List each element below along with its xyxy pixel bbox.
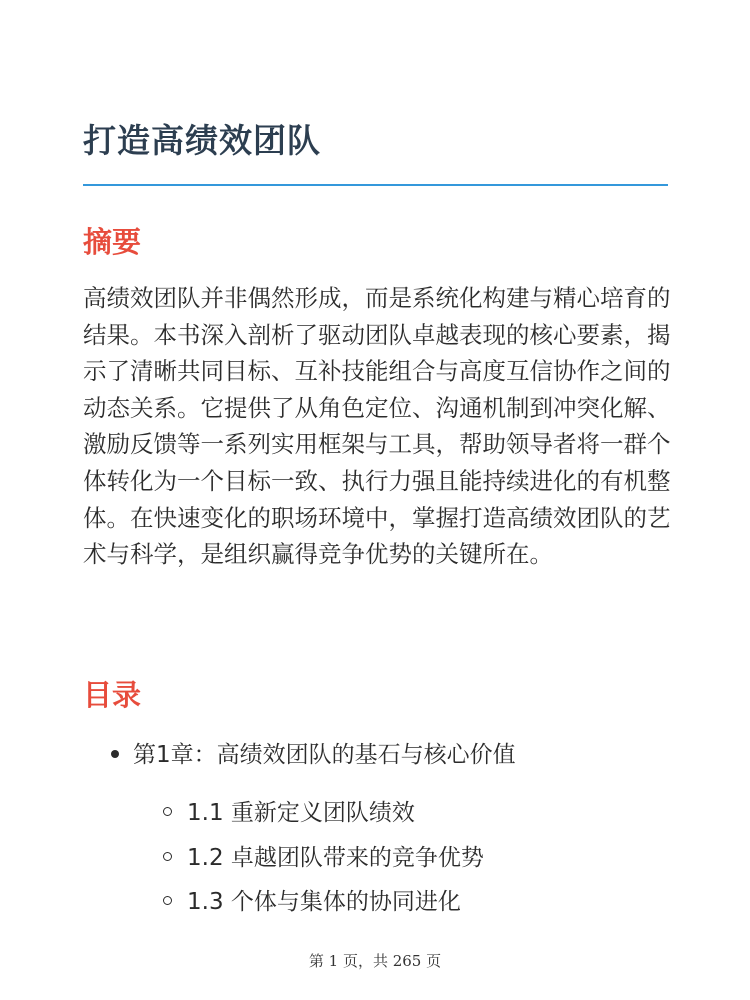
page-footer: 第 1 页，共 265 页 [308, 952, 442, 970]
toc-chapter-item[interactable] [111, 737, 516, 773]
toc-section-label: 1.3 个体与集体的协同进化 [187, 889, 461, 915]
bullet-circle-icon [163, 807, 172, 816]
bullet-circle-icon [163, 852, 172, 861]
abstract-paragraph: 高绩效团队并非偶然形成，而是系统化构建与精心培育的结果。本书深入剖析了驱动团队卓越表现的核心要素，揭示了清晰共同目标、互补技能组合与高度互信协作之间的动态关系。它提供了从角色定位、沟通机制到冲突化解、激励反馈等一系列实用框架与工具，帮助领导者将一群个体转化为一个目标一致、执行力强且能持续进化的有机整体。在快速变化的职场环境中，掌握打造高绩效团队的艺术与科学，是组织赢得竞争优势的关键所在。 [83, 284, 671, 569]
toc-section-item[interactable] [163, 884, 461, 920]
toc-section-label: 1.1 重新定义团队绩效 [187, 800, 415, 826]
title-divider [83, 184, 668, 186]
toc-section-label: 1.2 卓越团队带来的竞争优势 [187, 845, 484, 871]
abstract-heading: 摘要 [83, 225, 142, 259]
bullet-circle-icon [163, 896, 172, 905]
toc-heading: 目录 [83, 678, 142, 712]
toc-chapter-label: 第1章：高绩效团队的基石与核心价值 [133, 742, 516, 768]
toc-section-item[interactable] [163, 840, 484, 876]
bullet-dot-icon [111, 750, 119, 758]
document-title: 打造高绩效团队 [83, 121, 321, 160]
toc-section-item[interactable] [163, 795, 415, 831]
